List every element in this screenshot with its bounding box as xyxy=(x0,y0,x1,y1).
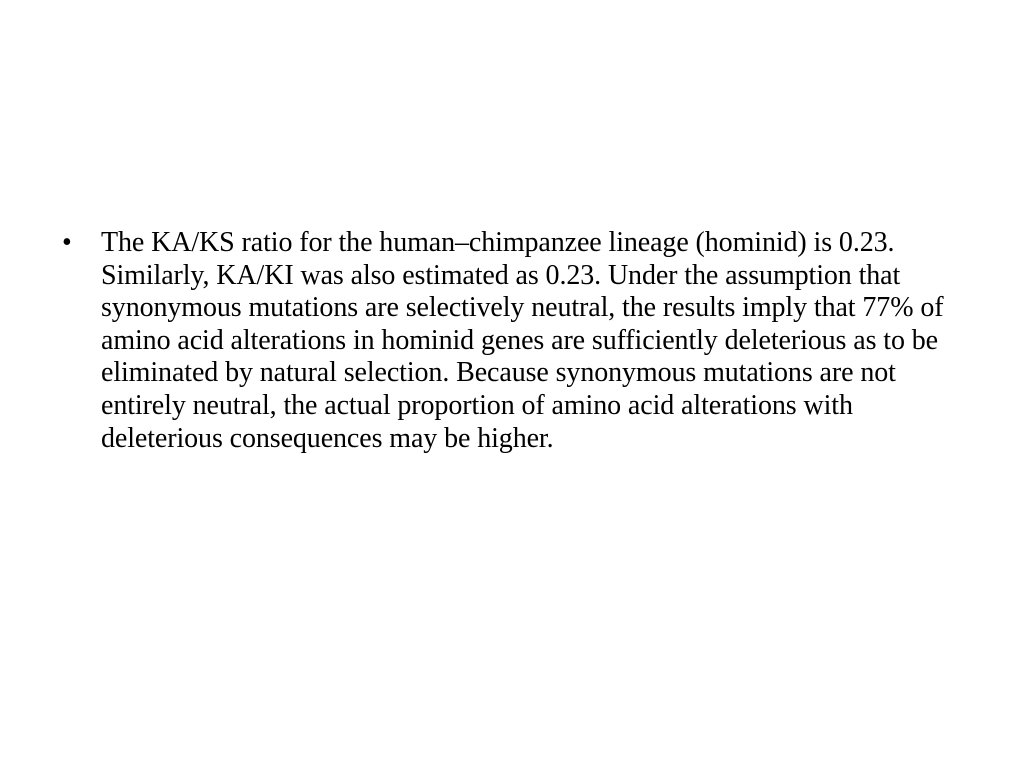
bullet-list xyxy=(62,227,952,455)
bullet-item xyxy=(62,227,952,455)
bullet-marker: • xyxy=(62,227,72,258)
bullet-text: The KA/KS ratio for the human–chimpanzee lineage (hominid) is 0.23. Similarly, KA/KI was also estimated as 0.23. Under the assumption that synonymous mutations are selectively neutral, the results imply that 77% of amino acid alterations in hominid genes are sufficiently deleterious as to be eliminated by natural selection. Because synonymous mutations are not entirely neutral, the actual proportion of amino acid alterations with deleterious consequences may be higher. xyxy=(101,227,944,454)
